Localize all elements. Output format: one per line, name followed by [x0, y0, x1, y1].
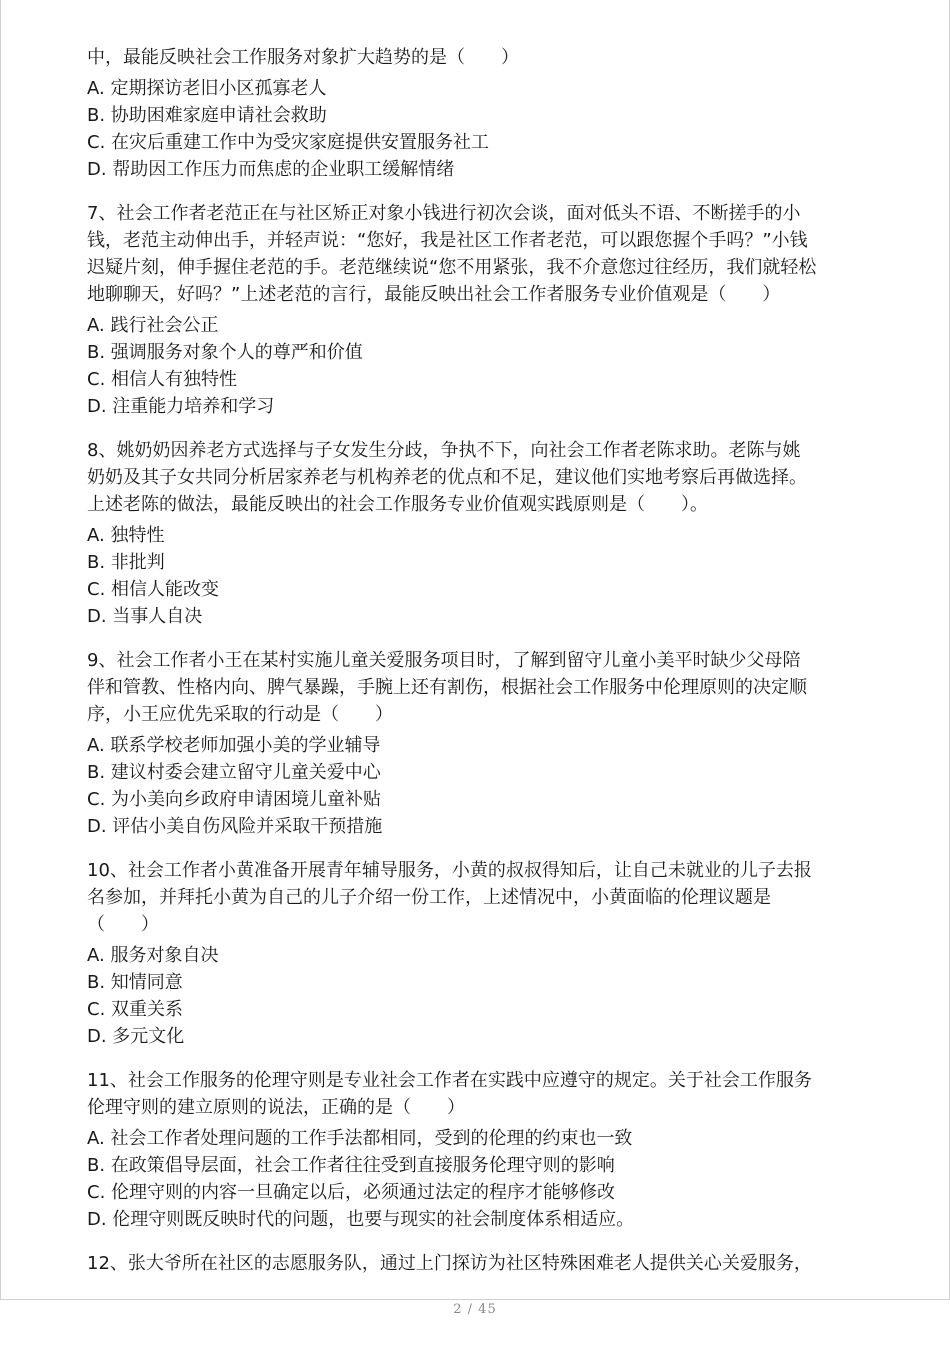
option-a: A. 社会工作者处理问题的工作手法都相同，受到的伦理的约束也一致	[87, 1128, 633, 1149]
question-stem-line: 奶奶及其子女共同分析居家养老与机构养老的优点和不足，建议他们实地考察后再做选择。	[87, 467, 807, 488]
question-stem-line: 上述老陈的做法，最能反映出的社会工作服务专业价值观实践原则是（ ）。	[87, 494, 708, 515]
question-item	[87, 44, 867, 183]
option-c: C. 伦理守则的内容一旦确定以后，必须通过法定的程序才能够修改	[87, 1182, 616, 1203]
option-d: D. 伦理守则既反映时代的问题，也要与现实的社会制度体系相适应。	[87, 1209, 635, 1230]
option-c: C. 双重关系	[87, 999, 184, 1020]
question-item	[87, 437, 867, 630]
option-c: C. 为小美向乡政府申请困境儿童补贴	[87, 789, 382, 810]
question-item	[87, 1250, 867, 1277]
option-b: B. 非批判	[87, 552, 165, 573]
question-stem-line: 10、社会工作者小黄准备开展青年辅导服务，小黄的叔叔得知后，让自己未就业的儿子去报	[87, 860, 812, 881]
question-stem-line: 中，最能反映社会工作服务对象扩大趋势的是（ ）	[87, 47, 519, 68]
option-a: A. 服务对象自决	[87, 945, 219, 966]
question-list	[87, 44, 867, 1277]
option-b: B. 协助困难家庭申请社会救助	[87, 105, 327, 126]
option-c: C. 相信人有独特性	[87, 369, 238, 390]
question-stem-line: 8、姚奶奶因养老方式选择与子女发生分歧，争执不下，向社会工作者老陈求助。老陈与姚	[87, 440, 801, 461]
option-b: B. 建议村委会建立留守儿童关爱中心	[87, 762, 381, 783]
option-c: C. 在灾后重建工作中为受灾家庭提供安置服务社工	[87, 132, 490, 153]
question-item	[87, 1067, 867, 1233]
question-item	[87, 647, 867, 840]
option-b: B. 强调服务对象个人的尊严和价值	[87, 342, 363, 363]
question-stem-line: 伴和管教、性格内向、脾气暴躁，手腕上还有割伤，根据社会工作服务中伦理原则的决定顺	[87, 677, 807, 698]
option-list	[87, 942, 867, 1050]
question-stem-line: 7、社会工作者老范正在与社区矫正对象小钱进行初次会谈，面对低头不语、不断搓手的小	[87, 203, 801, 224]
option-list	[87, 522, 867, 630]
question-stem-line: （ ）	[87, 914, 159, 935]
question-stem-line: 伦理守则的建立原则的说法，正确的是（ ）	[87, 1097, 465, 1118]
option-d: D. 当事人自决	[87, 606, 203, 627]
option-list	[87, 732, 867, 840]
option-list	[87, 75, 867, 183]
option-d: D. 评估小美自伤风险并采取干预措施	[87, 816, 383, 837]
question-item	[87, 200, 867, 420]
option-b: B. 在政策倡导层面，社会工作者往往受到直接服务伦理守则的影响	[87, 1155, 615, 1176]
question-stem-line: 11、社会工作服务的伦理守则是专业社会工作者在实践中应遵守的规定。关于社会工作服务	[87, 1070, 812, 1091]
question-item	[87, 857, 867, 1050]
option-list	[87, 1125, 867, 1233]
option-c: C. 相信人能改变	[87, 579, 220, 600]
option-a: A. 联系学校老师加强小美的学业辅导	[87, 735, 381, 756]
question-stem-line: 迟疑片刻，伸手握住老范的手。老范继续说“您不用紧张，我不介意您过往经历，我们就轻松	[87, 257, 817, 278]
option-a: A. 独特性	[87, 525, 165, 546]
question-stem-line: 9、社会工作者小王在某村实施儿童关爱服务项目时，了解到留守儿童小美平时缺少父母陪	[87, 650, 801, 671]
option-a: A. 践行社会公正	[87, 315, 219, 336]
option-d: D. 帮助因工作压力而焦虑的企业职工缓解情绪	[87, 159, 455, 180]
page-indicator: 2 / 45	[453, 1302, 497, 1317]
option-d: D. 注重能力培养和学习	[87, 396, 275, 417]
option-b: B. 知情同意	[87, 972, 183, 993]
question-stem-line: 名参加，并拜托小黄为自己的儿子介绍一份工作，上述情况中，小黄面临的伦理议题是	[87, 887, 771, 908]
question-stem-line: 12、张大爷所在社区的志愿服务队，通过上门探访为社区特殊困难老人提供关心关爱服务，	[87, 1253, 812, 1274]
option-list	[87, 312, 867, 420]
question-stem-line: 钱，老范主动伸出手，并轻声说：“您好，我是社区工作者老范，可以跟您握个手吗？”小钱	[87, 230, 808, 251]
question-stem-line: 序，小王应优先采取的行动是（ ）	[87, 704, 393, 725]
question-stem-line: 地聊聊天，好吗？”上述老范的言行，最能反映出社会工作者服务专业价值观是（ ）	[87, 284, 781, 305]
option-a: A. 定期探访老旧小区孤寡老人	[87, 78, 327, 99]
option-d: D. 多元文化	[87, 1026, 185, 1047]
